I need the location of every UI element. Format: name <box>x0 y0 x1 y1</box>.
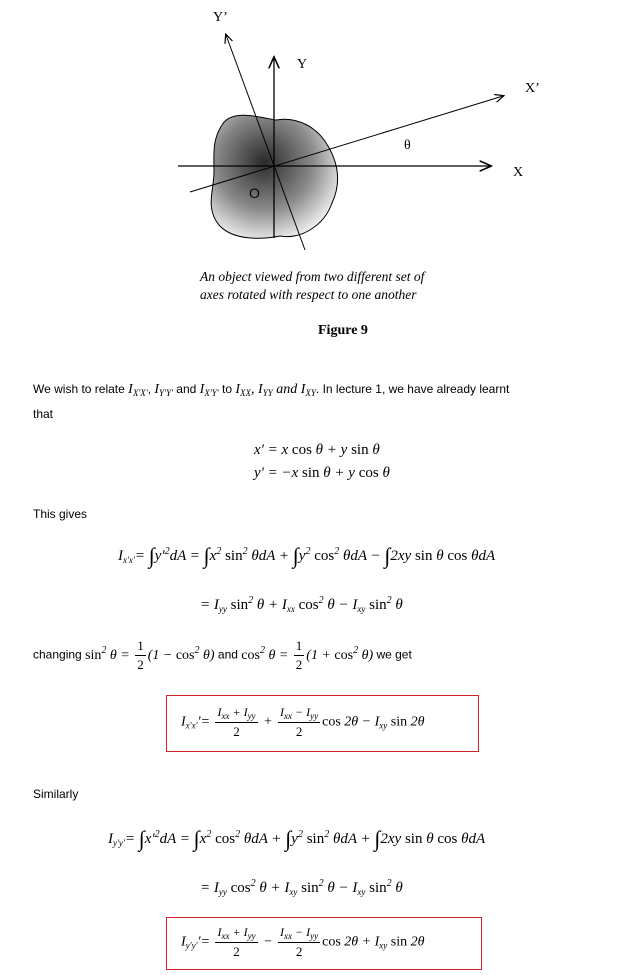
label-y-prime: Y’ <box>213 10 228 25</box>
caption-line-2: axes rotated with respect to one another <box>200 287 417 302</box>
eq-ixx-result: = $I_{yy}$ $\sin^2 \theta + I_{xx}$ $\cos^2 \theta - I_{xy}$ $\sin^2 \theta$ <box>200 595 403 614</box>
figure-title: Figure 9 <box>318 323 368 338</box>
eq-x-prime: x' = x cos θ + y sin θ <box>254 442 380 458</box>
label-origin: O <box>249 185 260 201</box>
label-x: X <box>513 165 524 180</box>
intro-that: that <box>33 407 54 421</box>
eq-y-prime: y' = −x sin θ + y cos θ <box>254 465 390 481</box>
eq-iyy-result: = $I_{yy}$ $\cos^2 \theta + I_{xy}$ $\sin^2 \theta - I_{xy}$ $\sin^2 \theta$ <box>200 878 403 897</box>
boxed-result-ixx: $I_{x'x'}'=$ $\frac{I_{xx} + I_{yy}}{2}$ + $\frac{I_{xx} - I_{yy}}{2}$ $\cos 2\theta - I_{xy}$ sin 2θ <box>166 695 479 752</box>
figure-caption <box>200 268 424 304</box>
changing-line: changing $\sin^2 \theta$ = $\frac{1}{2}$ $(1 - \cos^2 \theta)$ and $\cos^2 \theta$ = $\frac{1}{2}$ $(1 + \cos^2 \theta)$ we get <box>33 638 412 672</box>
this-gives: This gives <box>33 507 88 521</box>
caption-line-1: An object viewed from two different set of <box>200 269 425 284</box>
similarly: Similarly <box>33 787 79 801</box>
label-theta: θ <box>404 138 411 153</box>
intro-paragraph: We wish to relate $I_{X'X'}$, $I_{Y'Y'}$ and $I_{X'Y'}$ to $I_{XX}$, $I_{YY}$ and $I_{XY}$. In lecture 1, we have already learnt <box>33 382 510 398</box>
label-x-prime: X’ <box>525 81 540 96</box>
boxed-result-iyy: $I_{y'y'}'=$ $\frac{I_{xx} + I_{yy}}{2}$ − $\frac{I_{xx} - I_{yy}}{2}$ $\cos 2\theta + I_{xy}$ sin 2θ <box>166 917 482 970</box>
eq-ixx-integral: $I_{x'x'}= \int y'^2dA = \int x^2$ $\sin^2 \theta dA + \int y^2$ $\cos^2 \theta dA - \int 2xy$ sin θ cos θdA <box>118 543 496 568</box>
label-y: Y <box>297 57 308 72</box>
eq-iyy-integral: $I_{y'y'}= \int x'^2dA = \int x^2$ $\cos^2 \theta dA + \int y^2$ $\sin^2 \theta dA + \int 2xy$ sin θ cos θdA <box>108 826 486 851</box>
